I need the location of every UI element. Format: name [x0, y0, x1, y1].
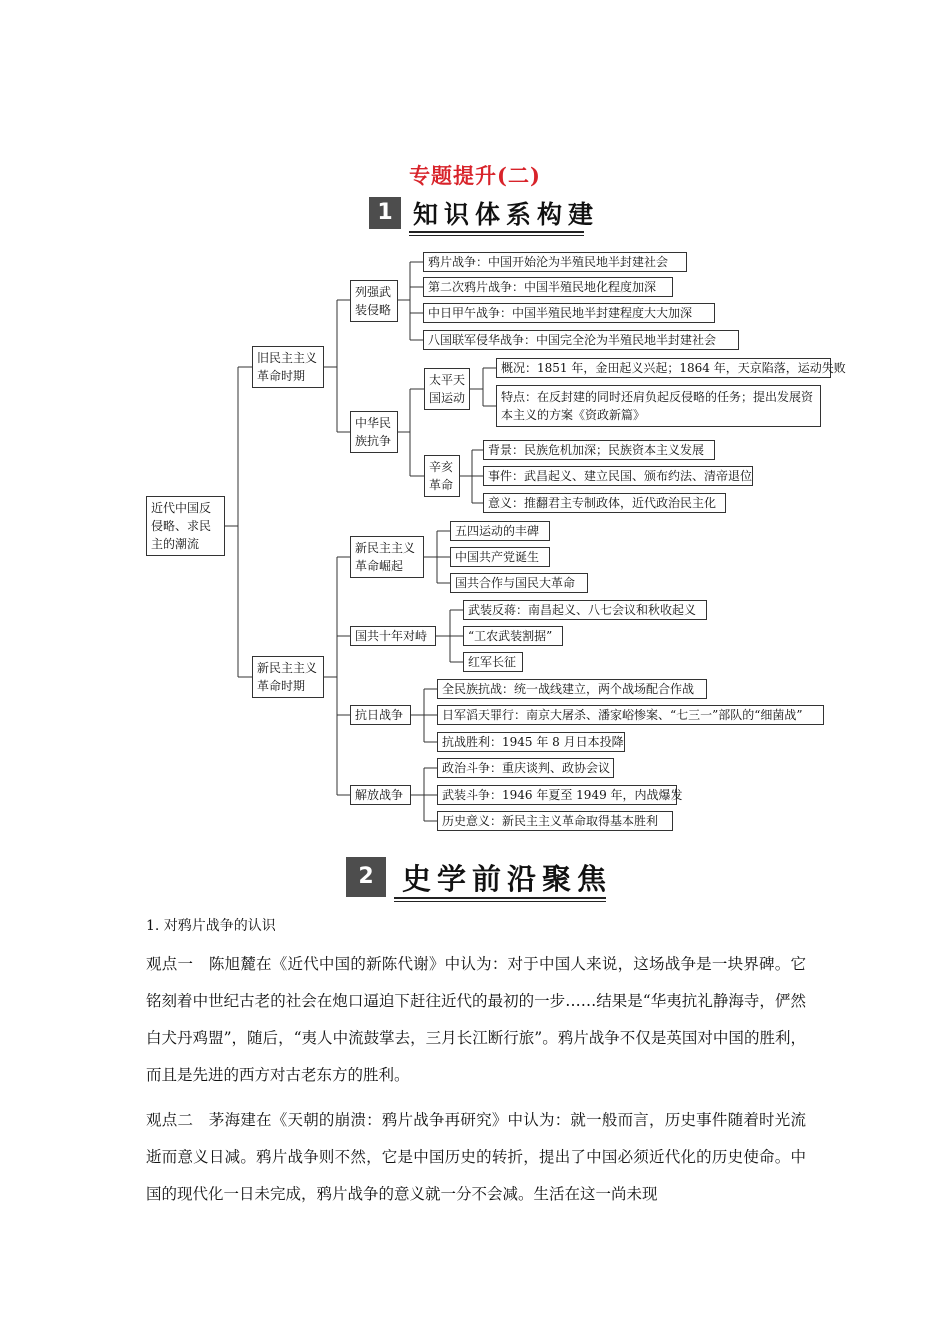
node-rise: 新民主主义革命崛起: [350, 536, 424, 578]
section-number-2: 2: [346, 857, 386, 897]
node-taiping: 太平天国运动: [424, 368, 470, 410]
xinhai-item: 意义：推翻君主专制政体，近代政治民主化: [483, 493, 726, 513]
rise-item: 国共合作与国民大革命: [450, 573, 588, 593]
node-antijapan: 抗日战争: [350, 705, 411, 725]
decade-item: “工农武装割据”: [463, 626, 563, 646]
antijapan-item: 日军滔天罪行：南京大屠杀、潘家峪惨案、“七三一”部队的“细菌战”: [437, 705, 824, 725]
paragraph-viewpoint-2: 观点二 茅海建在《天朝的崩溃：鸦片战争再研究》中认为：就一般而言，历史事件随着时光流逝而意义日减。鸦片战争则不然，它是中国历史的转折，提出了中国必须近代化的历史使命。中国的现代化一日未完成，鸦片战争的意义就一分不会减。生活在这一尚未现: [146, 1111, 806, 1203]
liberation-item: 历史意义：新民主主义革命取得基本胜利: [437, 811, 673, 831]
decade-item: 红军长征: [463, 652, 523, 672]
xinhai-item: 背景：民族危机加深；民族资本主义发展: [483, 440, 715, 460]
node-old-democratic-period: 旧民主主义革命时期: [252, 346, 324, 388]
invasion-item: 八国联军侵华战争：中国完全沦为半殖民地半封建社会: [423, 330, 739, 350]
section-title-1: 知识体系构建: [413, 200, 600, 229]
invasion-item: 鸦片战争：中国开始沦为半殖民地半封建社会: [423, 252, 687, 272]
node-xinhai: 辛亥革命: [424, 455, 460, 497]
section-number-1: 1: [369, 197, 401, 229]
node-liberation: 解放战争: [350, 785, 411, 805]
node-new-democratic-period: 新民主主义革命时期: [252, 656, 324, 698]
taiping-item: 特点：在反封建的同时还肩负起反侵略的任务；提出发展资本主义的方案《资政新篇》: [496, 385, 821, 427]
liberation-item: 武装斗争：1946 年夏至 1949 年，内战爆发: [437, 785, 677, 805]
section-title-2: 史学前沿聚焦: [402, 862, 613, 896]
taiping-item: 概况：1851 年，金田起义兴起；1864 年，天京陷落，运动失败: [496, 358, 831, 378]
rise-item: 中国共产党诞生: [450, 547, 550, 567]
banner-underline: [394, 897, 606, 899]
xinhai-item: 事件：武昌起义、建立民国、颁布约法、清帝退位: [483, 466, 753, 486]
section-banner-2: [346, 857, 613, 896]
section-item-heading: 1. 对鸦片战争的认识: [146, 918, 276, 934]
node-resistance: 中华民族抗争: [350, 411, 398, 453]
invasion-item: 第二次鸦片战争：中国半殖民地化程度加深: [423, 277, 673, 297]
antijapan-item: 全民族抗战：统一战线建立，两个战场配合作战: [437, 679, 707, 699]
page-title: 专题提升(二): [409, 163, 541, 188]
paragraph-viewpoint-1: 观点一 陈旭麓在《近代中国的新陈代谢》中认为：对于中国人来说，这场战争是一块界碑。它铭刻着中世纪古老的社会在炮口逼迫下赶往近代的最初的一步……结果是“华夷抗礼静海寺，俨然白犬丹鸡盟”，随后，“夷人中流鼓掌去，三月长江断行旅”。鸦片战争不仅是英国对中国的胜利，而且是先进的西方对古老东方的胜利。: [146, 955, 806, 1084]
antijapan-item: 抗战胜利：1945 年 8 月日本投降: [437, 732, 625, 752]
banner-underline-thin: [394, 901, 606, 902]
tree-root-node: 近代中国反侵略、求民主的潮流: [146, 496, 225, 556]
liberation-item: 政治斗争：重庆谈判、政协会议: [437, 758, 614, 778]
invasion-item: 中日甲午战争：中国半殖民地半封建程度大大加深: [423, 303, 715, 323]
decade-item: 武装反蒋：南昌起义、八七会议和秋收起义: [463, 600, 707, 620]
rise-item: 五四运动的丰碑: [450, 521, 550, 541]
node-invasion: 列强武装侵略: [350, 280, 398, 322]
node-decade: 国共十年对峙: [350, 626, 436, 646]
